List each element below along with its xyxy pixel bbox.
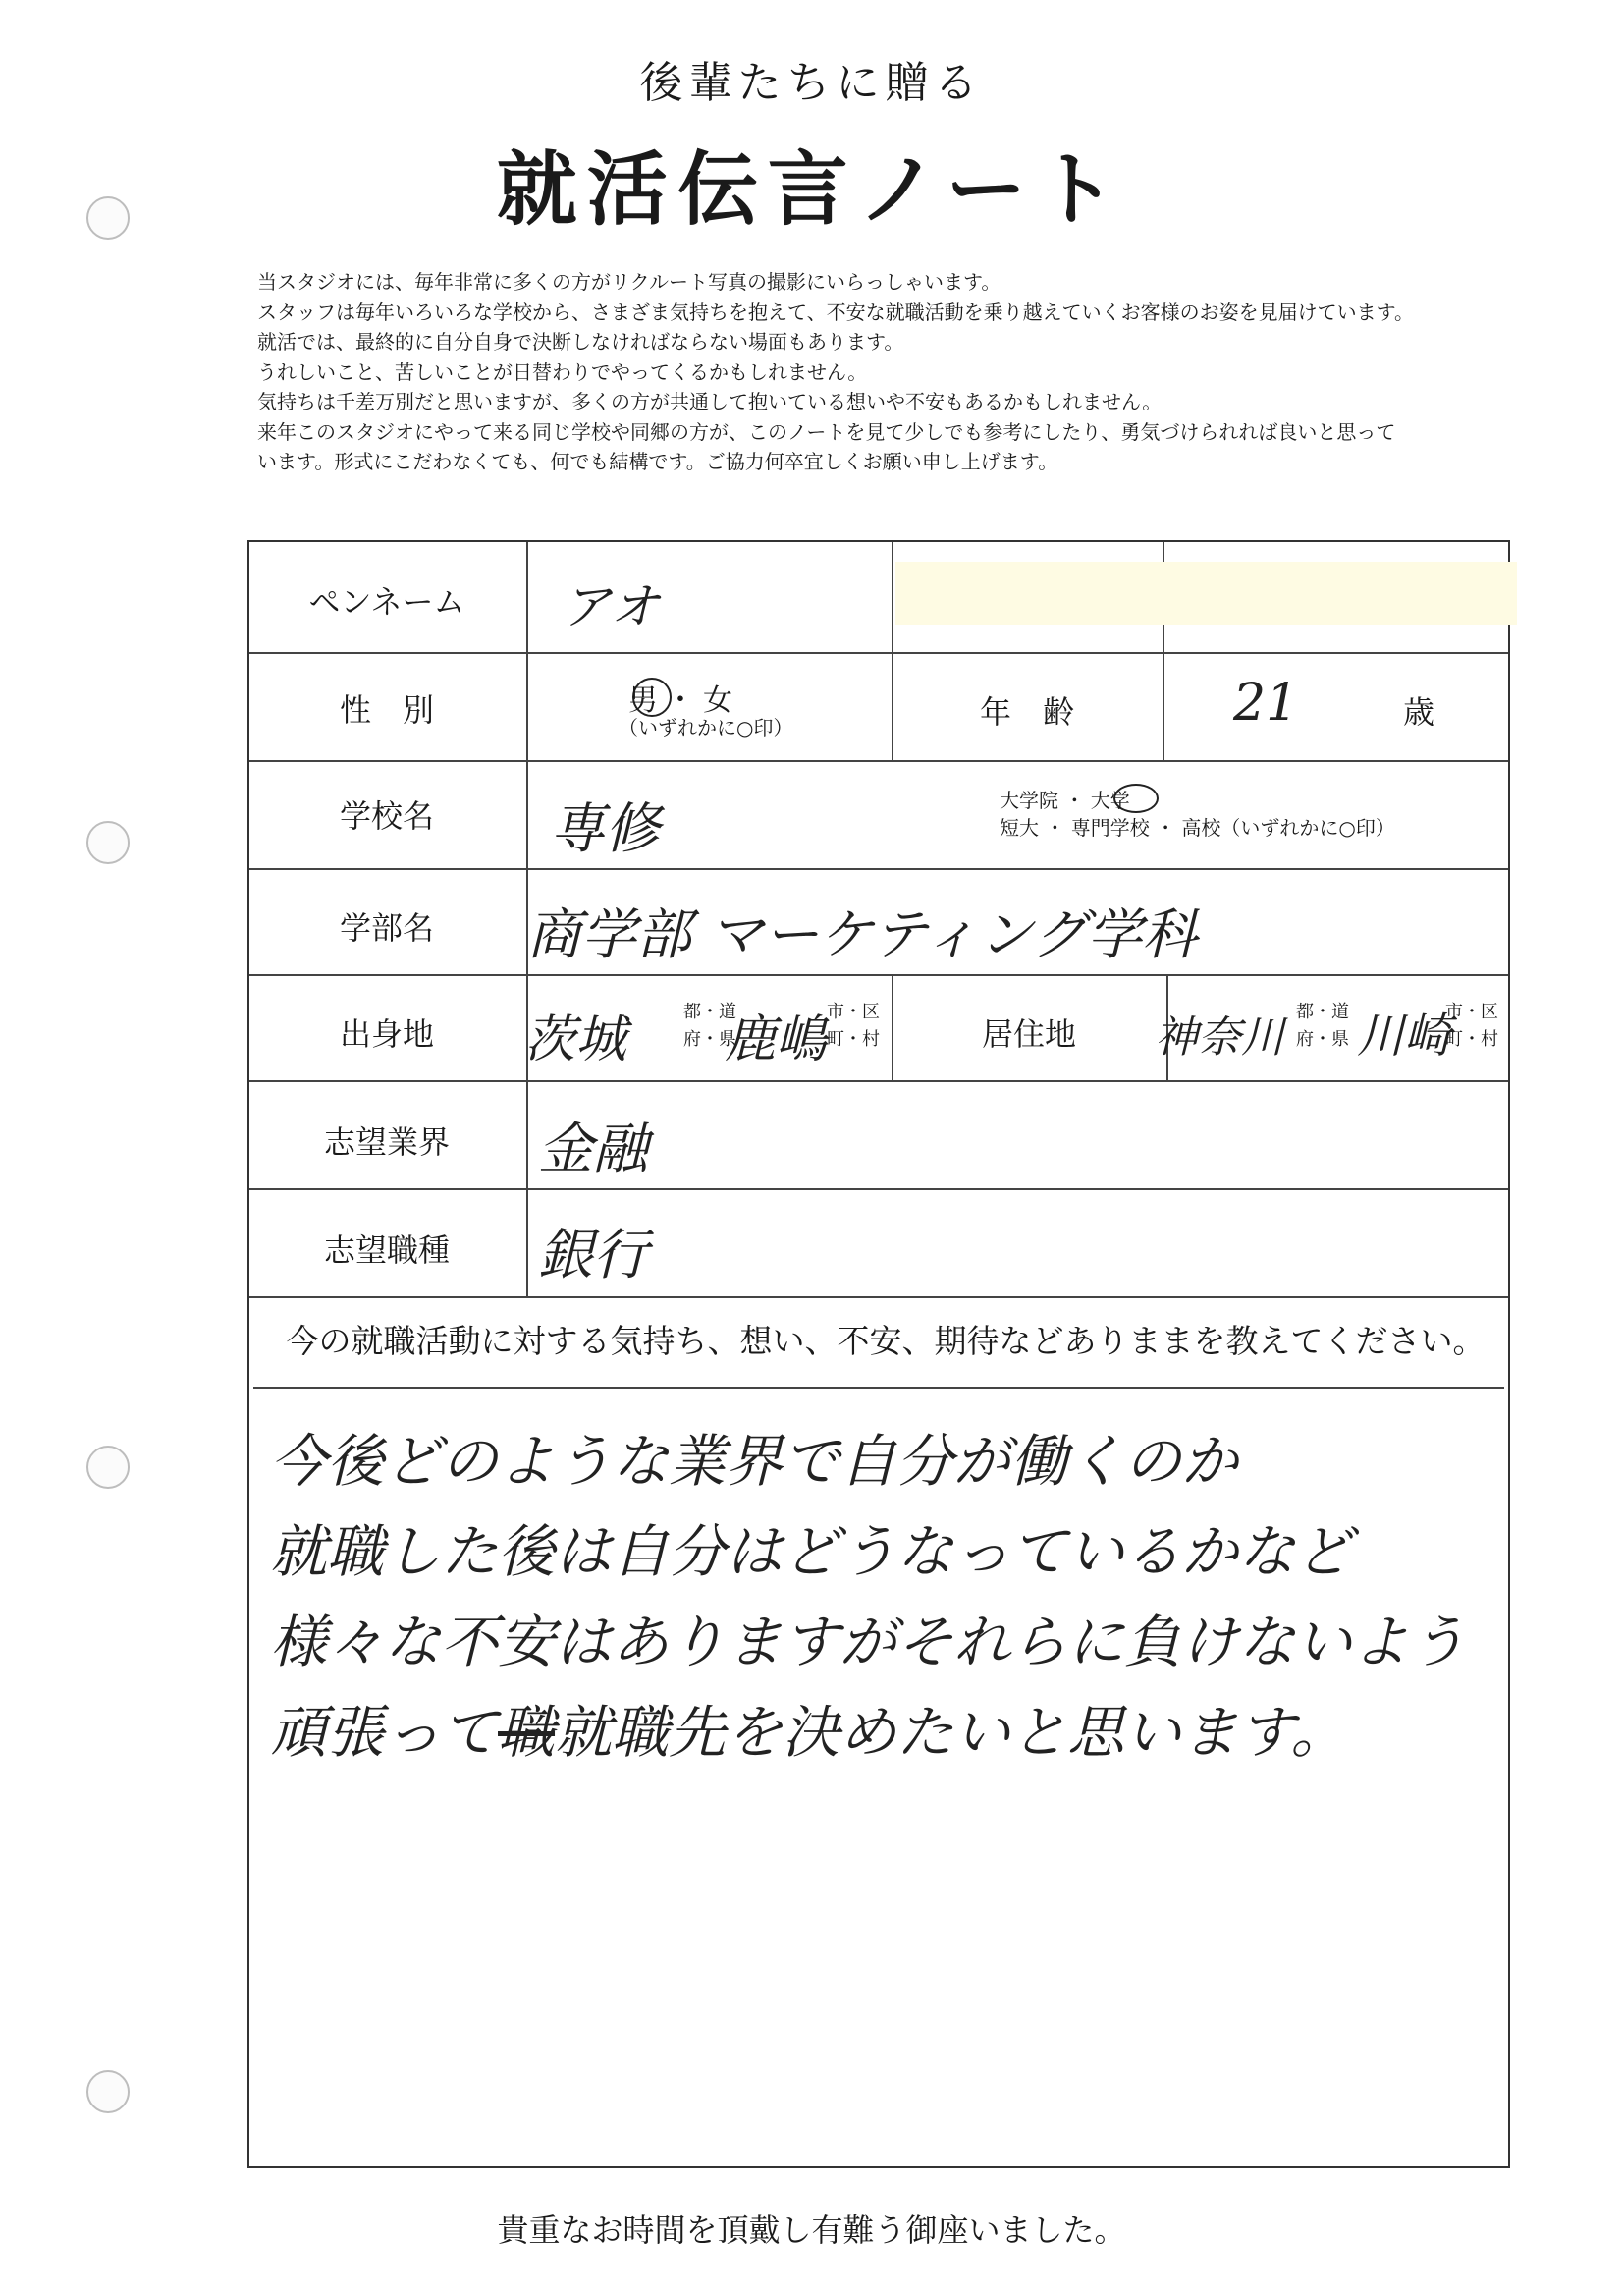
pen-name-label: ペンネーム — [308, 583, 465, 621]
residence-city-suffix: 町・村 — [1445, 1029, 1498, 1050]
birthplace-prefecture: 茨城 — [524, 1011, 627, 1069]
intro-text — [257, 267, 1593, 477]
intro-line: います。形式にこだわなくても、何でも結構です。ご協力何卒宜しくお願い申し上げます。 — [257, 450, 1058, 473]
message-line: 様々な不安はありますがそれらに負けないよう — [270, 1609, 1467, 1675]
message-line: 就職した後は自分はどうなっているかなど — [270, 1518, 1353, 1585]
subtitle: 後輩たちに贈る — [639, 58, 984, 108]
residence-prefecture: 神奈川 — [1155, 1012, 1284, 1063]
punch-hole — [86, 1446, 130, 1489]
intro-line: 当スタジオには、毎年非常に多くの方がリクルート写真の撮影にいらっしゃいます。 — [257, 270, 1001, 294]
intro-line: 就活では、最終的に自分自身で決断しなければならない場面もあります。 — [257, 330, 904, 354]
school-value: 専修 — [550, 797, 660, 861]
birthplace-city-suffix: 市・区 — [827, 1002, 880, 1022]
school-type-line1: 大学院 ・ 大学 — [1000, 789, 1130, 812]
residence-city-suffix: 市・区 — [1445, 1002, 1498, 1022]
intro-line: 気持ちは千差万別だと思いますが、多くの方が共通して抱いている想いや不安もあるかもしれません。 — [257, 390, 1163, 413]
industry-value: 金融 — [538, 1118, 648, 1181]
message-line: 今後どのような業界で自分が働くのか — [270, 1428, 1239, 1495]
birthplace-city: 鹿嶋 — [725, 1011, 828, 1069]
gender-options: 男・女 — [628, 683, 740, 718]
job-type-label: 志望職種 — [323, 1231, 450, 1269]
message-line — [270, 1687, 1466, 1777]
row-divider — [249, 1080, 1508, 1082]
gender-label: 性 別 — [339, 691, 434, 729]
age-label: 年 齢 — [979, 693, 1074, 731]
residence-label: 居住地 — [981, 1015, 1076, 1053]
faculty-label: 学部名 — [339, 909, 434, 947]
residence-city: 川崎 — [1357, 1009, 1452, 1064]
row-divider — [249, 1188, 1508, 1190]
row-divider — [249, 974, 1508, 976]
row-divider — [249, 868, 1508, 870]
message-text: 頑張って — [270, 1699, 499, 1766]
handwritten-message — [270, 1416, 1466, 1777]
intro-line: 来年このスタジオにやって来る同じ学校や同郷の方が、このノートを見て少しでも参考にしたり、勇気づけられれば良いと思って — [257, 419, 1396, 444]
intro-line: うれしいこと、苦しいことが日替わりでやってくるかもしれません。 — [257, 359, 868, 384]
punch-hole — [86, 821, 130, 864]
residence-pref-suffix: 都・道 — [1296, 1002, 1349, 1022]
row-divider — [249, 1296, 1508, 1298]
row-divider — [253, 1387, 1504, 1389]
birthplace-label: 出身地 — [339, 1015, 434, 1053]
row-divider — [249, 760, 1508, 762]
intro-line: スタッフは毎年いろいろな学校から、さまざま気持ちを抱えて、不安な就職活動を乗り越えていくお客様のお姿を見届けています。 — [257, 300, 1414, 324]
gender-note: （いずれかに○印） — [619, 716, 793, 739]
school-type-line2: 短大 ・ 専門学校 ・ 高校（いずれかに○印） — [1000, 816, 1395, 840]
age-value: 21 — [1233, 674, 1299, 733]
message-prompt: 今の就職活動に対する気持ち、想い、不安、期待などありままを教えてください。 — [286, 1322, 1486, 1360]
birthplace-city-suffix: 町・村 — [827, 1029, 880, 1050]
job-type-value: 銀行 — [538, 1224, 648, 1287]
page-title: 就活伝言ノート — [496, 143, 1127, 237]
punch-hole — [86, 2070, 130, 2113]
footer-thanks: 貴重なお時間を頂戴し有難う御座いました。 — [497, 2212, 1126, 2249]
birthplace-pref-suffix: 都・道 — [683, 1002, 736, 1022]
row-divider — [249, 652, 1508, 654]
pen-name-value: アオ — [562, 578, 660, 635]
school-label: 学校名 — [339, 797, 434, 835]
faculty-value: 商学部 マーケティング学科 — [526, 903, 1198, 967]
residence-pref-suffix: 府・県 — [1296, 1029, 1349, 1050]
birthplace-pref-suffix: 府・県 — [683, 1029, 736, 1050]
age-unit: 歳 — [1402, 693, 1434, 731]
redacted-area — [895, 562, 1517, 625]
message-text: 就職先を決めたいと思います。 — [555, 1699, 1348, 1766]
industry-label: 志望業界 — [323, 1123, 450, 1161]
struck-text: 職 — [498, 1699, 556, 1766]
